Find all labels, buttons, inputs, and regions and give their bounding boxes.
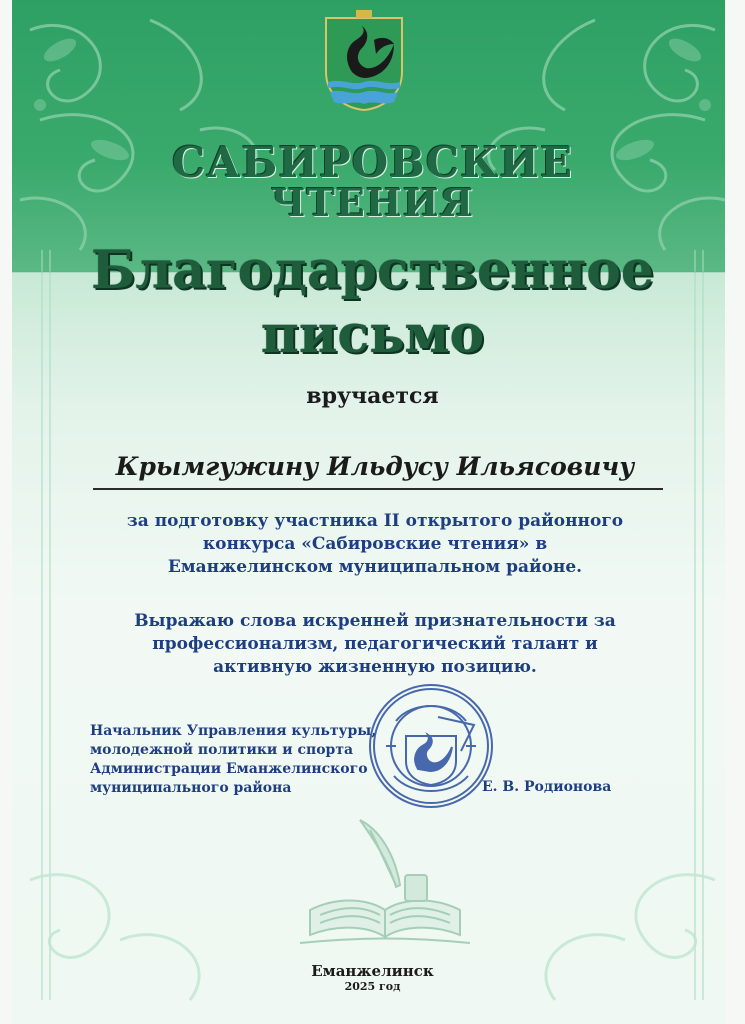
footer-year: 2025 год — [344, 980, 401, 993]
gratitude-line: Выражаю слова искренней признательности за — [134, 611, 616, 631]
event-title-line1: САБИРОВСКИЕ — [171, 138, 574, 187]
signatory-position-line: молодежной политики и спорта — [90, 742, 354, 758]
gratitude-line: профессионализм, педагогический талант и — [152, 634, 598, 654]
reason-line: за подготовку участника II открытого районного — [126, 511, 624, 531]
official-seal-stamp — [366, 681, 496, 811]
signatory-position-line: Начальник Управления культуры, — [90, 723, 377, 739]
gratitude-paragraph — [70, 610, 680, 679]
signatory-position-line: Администрации Еманжелинского — [90, 761, 368, 777]
event-title-line2: ЧТЕНИЯ — [270, 180, 475, 225]
recipient-name: Крымгужину Ильдусу Ильясовичу — [115, 452, 635, 481]
reason-paragraph — [70, 510, 680, 579]
recipient-underline — [93, 488, 663, 490]
quill-and-book-icon — [300, 815, 470, 950]
signatory-name: Е. В. Родионова — [482, 779, 612, 795]
document-title-line1: Благодарственное — [90, 240, 655, 301]
coat-of-arms-swan-icon — [322, 10, 406, 112]
presented-label: вручается — [306, 383, 439, 409]
reason-line: конкурса «Сабировские чтения» в — [202, 534, 548, 554]
reason-line: Еманжелинском муниципальном районе. — [167, 557, 583, 577]
document-title-line2: письмо — [260, 304, 485, 365]
gratitude-line: активную жизненную позицию. — [213, 657, 537, 677]
footer-city: Еманжелинск — [311, 962, 434, 980]
signatory-position-line: муниципального района — [90, 780, 292, 796]
